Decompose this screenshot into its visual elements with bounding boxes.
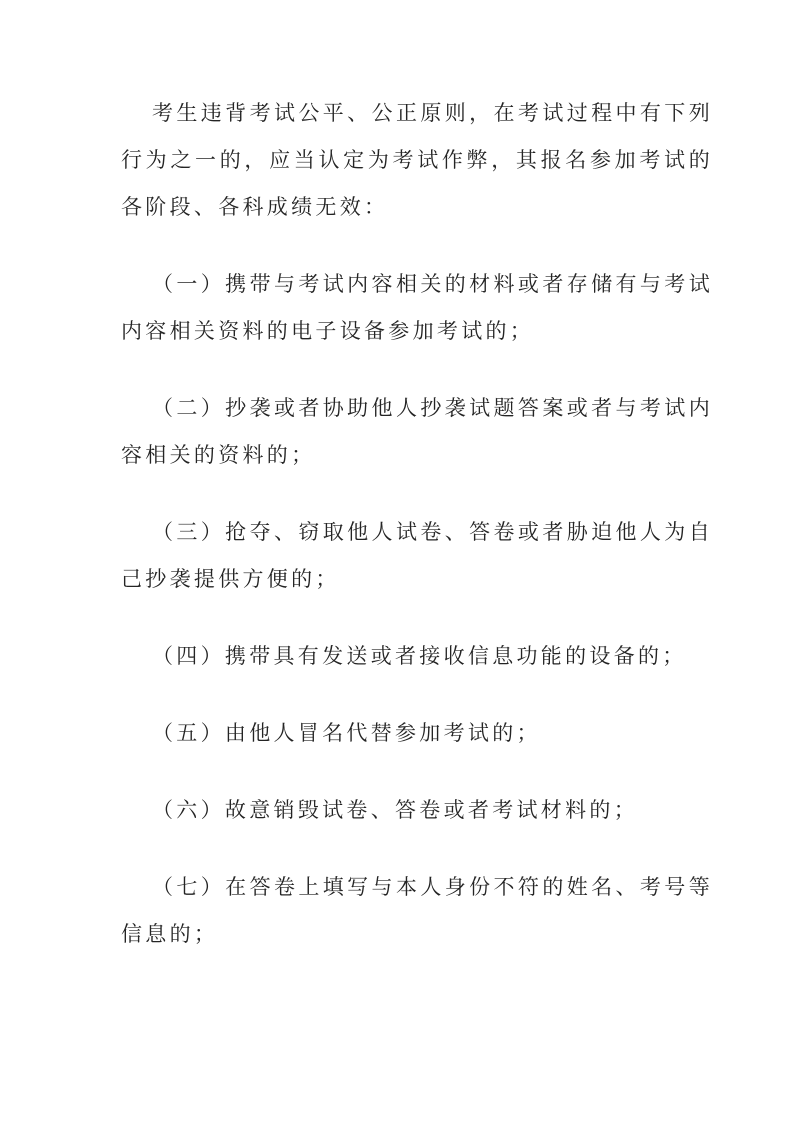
list-item-paragraph-5: （五）由他人冒名代替参加考试的；: [152, 721, 541, 745]
list-item-paragraph-3: （三）抢夺、窃取他人试卷、答卷或者胁迫他人为自己抄袭提供方便的；: [121, 520, 713, 591]
list-item-paragraph-4: （四）携带具有发送或者接收信息功能的设备的；: [152, 644, 687, 668]
list-item-paragraph-1: （一）携带与考试内容相关的材料或者存储有与考试内容相关资料的电子设备参加考试的；: [121, 272, 713, 343]
list-item-paragraph-2: （二）抄袭或者协助他人抄袭试题答案或者与考试内容相关的资料的；: [121, 396, 713, 467]
intro-paragraph: 考生违背考试公平、公正原则，在考试过程中有下列行为之一的，应当认定为考试作弊，其报名参加考试的各阶段、各科成绩无效：: [121, 101, 713, 219]
document-text-block: [121, 90, 713, 958]
list-item-paragraph-6: （六）故意销毁试卷、答卷或者考试材料的；: [152, 798, 638, 822]
list-item-paragraph-7: （七）在答卷上填写与本人身份不符的姓名、考号等信息的；: [121, 875, 713, 946]
